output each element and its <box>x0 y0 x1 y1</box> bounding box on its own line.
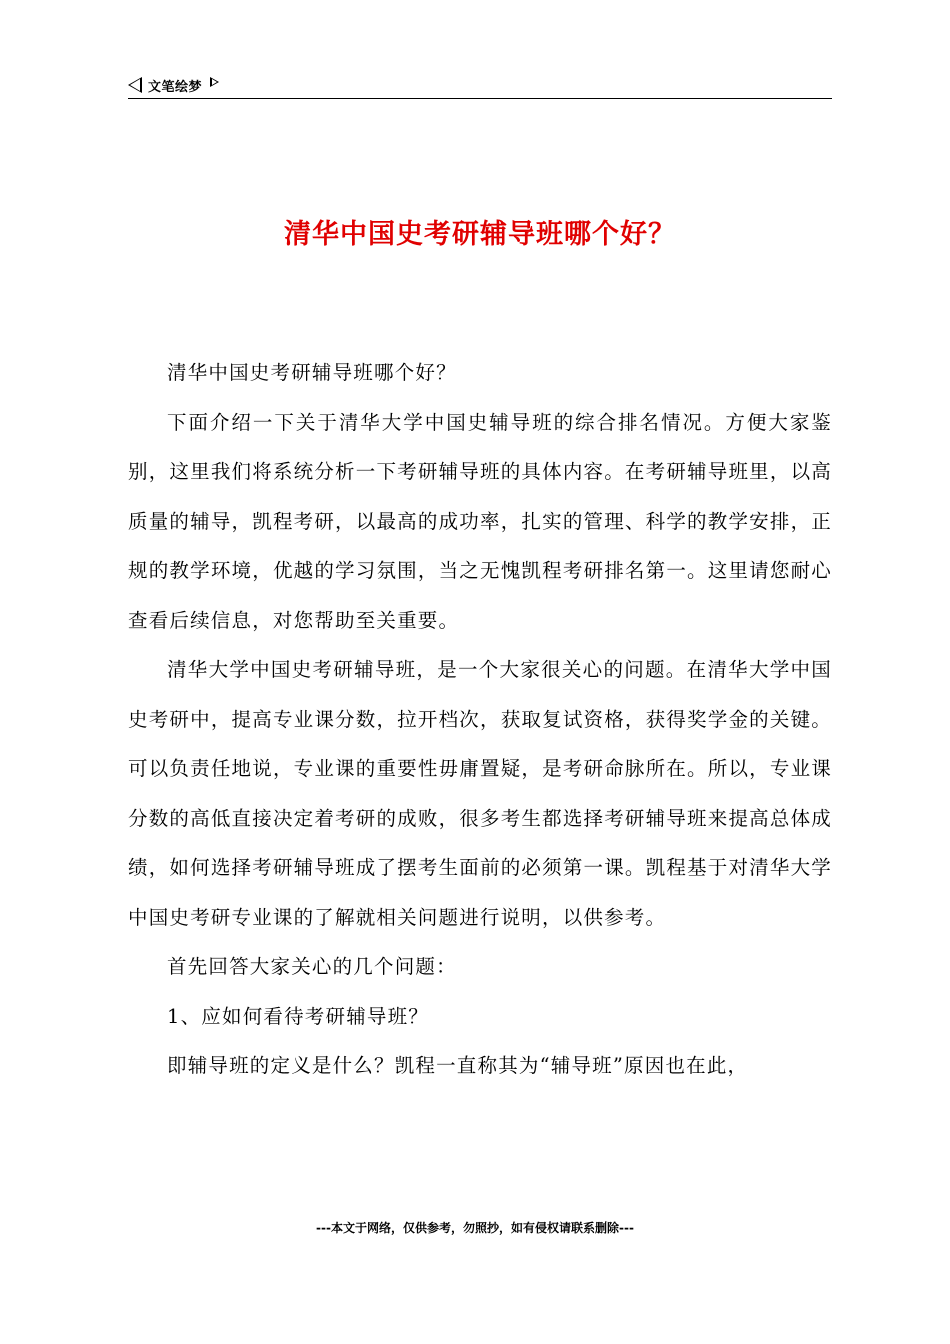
paragraph: 1、应如何看待考研辅导班？ <box>167 1004 430 1028</box>
triangle-right-icon <box>210 77 219 87</box>
document-title: 清华中国史考研辅导班哪个好？ <box>284 219 676 250</box>
triangle-left-icon <box>128 77 142 93</box>
header-label: 文笔绘梦 <box>148 79 203 95</box>
paragraph: 下面介绍一下关于清华大学中国史辅导班的综合排名情况。方便大家鉴别，这里我们将系统分析一下考研辅导班的具体内容。在考研辅导班里，以高质量的辅导，凯程考研，以最高的成功率，扎实的管理、科学的教学安排，正规的教学环境，优越的学习氛围，当之无愧凯程考研排名第一。这里请您耐心查看后续信息，对您帮助至关重要。 <box>128 410 832 632</box>
paragraph: 清华大学中国史考研辅导班，是一个大家很关心的问题。在清华大学中国史考研中，提高专业课分数，拉开档次，获取复试资格，获得奖学金的关键。可以负责任地说，专业课的重要性毋庸置疑，是考研命脉所在。所以，专业课分数的高低直接决定着考研的成败，很多考生都选择考研辅导班来提高总体成绩，如何选择考研辅导班成了摆考生面前的必须第一课。凯程基于对清华大学中国史考研专业课的了解就相关问题进行说明，以供参考。 <box>128 658 832 929</box>
paragraph: 首先回答大家关心的几个问题： <box>167 955 457 978</box>
paragraph: 清华中国史考研辅导班哪个好？ <box>167 361 457 384</box>
footer-disclaimer: ---本文于网络，仅供参考，勿照抄，如有侵权请联系删除--- <box>316 1221 634 1235</box>
page-header <box>128 74 832 99</box>
document-body <box>128 348 832 1091</box>
paragraph: 即辅导班的定义是什么？凯程一直称其为“辅导班”原因也在此， <box>167 1054 749 1077</box>
